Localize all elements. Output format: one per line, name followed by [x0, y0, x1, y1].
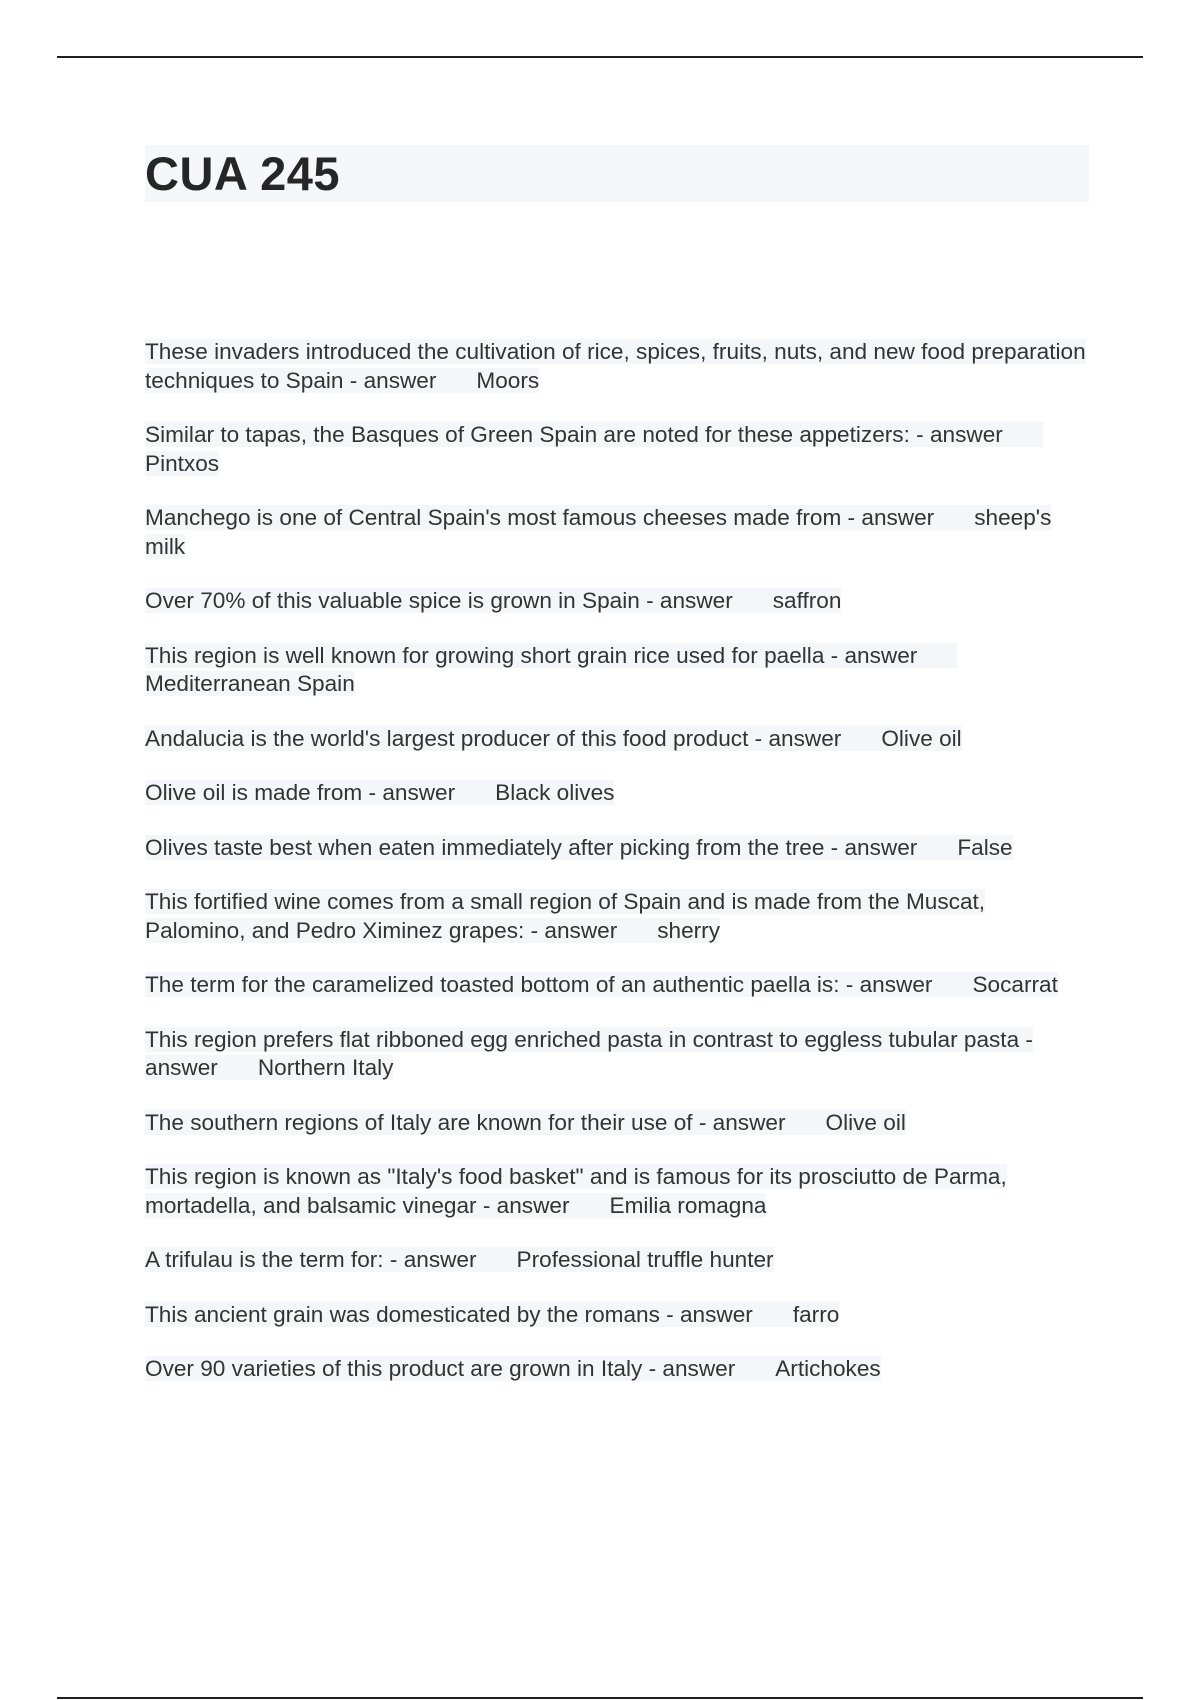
qa-text [145, 588, 841, 613]
answer-text: Olive oil [881, 725, 962, 751]
qa-text [145, 889, 985, 943]
answer-text: Socarrat [972, 972, 1058, 997]
qa-text [145, 972, 1058, 997]
separator: - [659, 1301, 680, 1327]
question-text: The southern regions of Italy are known for their use of [145, 1109, 693, 1135]
answer-label: answer [363, 367, 437, 393]
separator: - [383, 1247, 404, 1272]
separator: - [692, 1109, 713, 1135]
answer-text: Pintxos [145, 450, 220, 476]
answer-label: answer [659, 588, 733, 613]
answer-text: farro [792, 1301, 840, 1327]
qa-text [145, 1247, 774, 1272]
answer-text: Black olives [495, 780, 615, 805]
qa-item [145, 338, 1090, 395]
answer-label: answer [859, 972, 933, 997]
qa-item [145, 1163, 1090, 1220]
qa-item [145, 642, 1090, 699]
separator: - [639, 588, 660, 613]
answer-text: False [957, 834, 1013, 860]
separator: - [362, 780, 383, 805]
separator: - [824, 834, 845, 860]
question-text: This region is well known for growing short grain rice used for paella [145, 642, 825, 668]
qa-text [145, 1110, 906, 1135]
answer-label: answer [496, 1192, 570, 1218]
qa-item [145, 1109, 1090, 1138]
answer-text: sherry [657, 917, 721, 943]
answer-text: Artichokes [775, 1356, 881, 1381]
separator: - [748, 725, 769, 751]
separator: - [839, 972, 860, 997]
answer-label: answer [382, 780, 456, 805]
question-text: Over 70% of this valuable spice is grown in Spain [145, 588, 640, 613]
qa-item [145, 1301, 1090, 1330]
question-text: The term for the caramelized toasted bottom of an authentic paella is: [145, 972, 840, 997]
separator: - [524, 917, 545, 943]
answer-label: answer [145, 1055, 218, 1080]
qa-item [145, 834, 1090, 863]
answer-label: answer [768, 725, 842, 751]
question-text: Over 90 varieties of this product are grown in Italy [145, 1356, 643, 1381]
qa-item [145, 779, 1090, 808]
answer-text: Northern Italy [257, 1055, 394, 1080]
question-text: This fortified wine comes from a small region of Spain and is made from the Muscat, Palomino, and Pedro Ximinez grapes: [145, 889, 986, 943]
separator: - [824, 642, 845, 668]
question-text: This region is known as "Italy's food basket" and is famous for its prosciutto de Parma, mortadella, and balsamic vinegar [145, 1164, 1007, 1218]
answer-label: answer [861, 505, 935, 530]
qa-text [145, 1302, 839, 1327]
answer-text: Emilia romagna [609, 1192, 767, 1218]
separator: - [909, 422, 930, 447]
bottom-rule [57, 1697, 1143, 1699]
answer-label: answer [544, 917, 618, 943]
separator: - [1019, 1026, 1033, 1052]
answer-text: sheep's milk [145, 505, 1052, 559]
qa-text [145, 643, 957, 697]
qa-text [145, 339, 1086, 393]
document-title: CUA 245 [145, 147, 341, 200]
answer-text: Olive oil [825, 1109, 906, 1135]
qa-item [145, 504, 1090, 561]
question-text: This ancient grain was domesticated by the romans [145, 1301, 660, 1327]
question-text: A trifulau is the term for: [145, 1247, 384, 1272]
separator: - [642, 1356, 663, 1381]
qa-item [145, 421, 1090, 478]
question-text: Andalucia is the world's largest producer of this food product [145, 725, 749, 751]
answer-label: answer [662, 1356, 736, 1381]
qa-item [145, 1246, 1090, 1275]
qa-text [145, 835, 1013, 860]
question-text: Olive oil is made from [145, 780, 363, 805]
qa-text [145, 1027, 1033, 1081]
qa-item [145, 587, 1090, 616]
separator: - [343, 367, 364, 393]
qa-list [145, 338, 1090, 1410]
qa-text [145, 422, 1043, 476]
qa-text [145, 780, 614, 805]
answer-label: answer [679, 1301, 753, 1327]
answer-label: answer [712, 1109, 786, 1135]
qa-text [145, 505, 1051, 559]
top-rule [57, 56, 1143, 58]
qa-text [145, 1356, 881, 1381]
answer-text: saffron [772, 588, 842, 613]
answer-text: Professional truffle hunter [516, 1247, 774, 1272]
question-text: Similar to tapas, the Basques of Green Spain are noted for these appetizers: [145, 422, 910, 447]
qa-item [145, 888, 1090, 945]
answer-label: answer [844, 642, 918, 668]
question-text: Olives taste best when eaten immediately after picking from the tree [145, 834, 825, 860]
qa-text [145, 1164, 1007, 1218]
qa-item [145, 971, 1090, 1000]
answer-label: answer [929, 422, 1003, 447]
answer-label: answer [844, 834, 918, 860]
question-text: This region prefers flat ribboned egg enriched pasta in contrast to eggless tubular pasta [145, 1026, 1020, 1052]
qa-text [145, 726, 962, 751]
qa-item [145, 1355, 1090, 1384]
question-text: These invaders introduced the cultivation of rice, spices, fruits, nuts, and new food preparation techniques to Spain [145, 339, 1086, 393]
qa-item [145, 725, 1090, 754]
answer-text: Moors [476, 367, 540, 393]
answer-label: answer [403, 1247, 477, 1272]
question-text: Manchego is one of Central Spain's most famous cheeses made from [145, 505, 842, 530]
answer-text: Mediterranean Spain [145, 671, 355, 696]
separator: - [841, 505, 862, 530]
qa-item [145, 1026, 1090, 1083]
separator: - [476, 1192, 497, 1218]
